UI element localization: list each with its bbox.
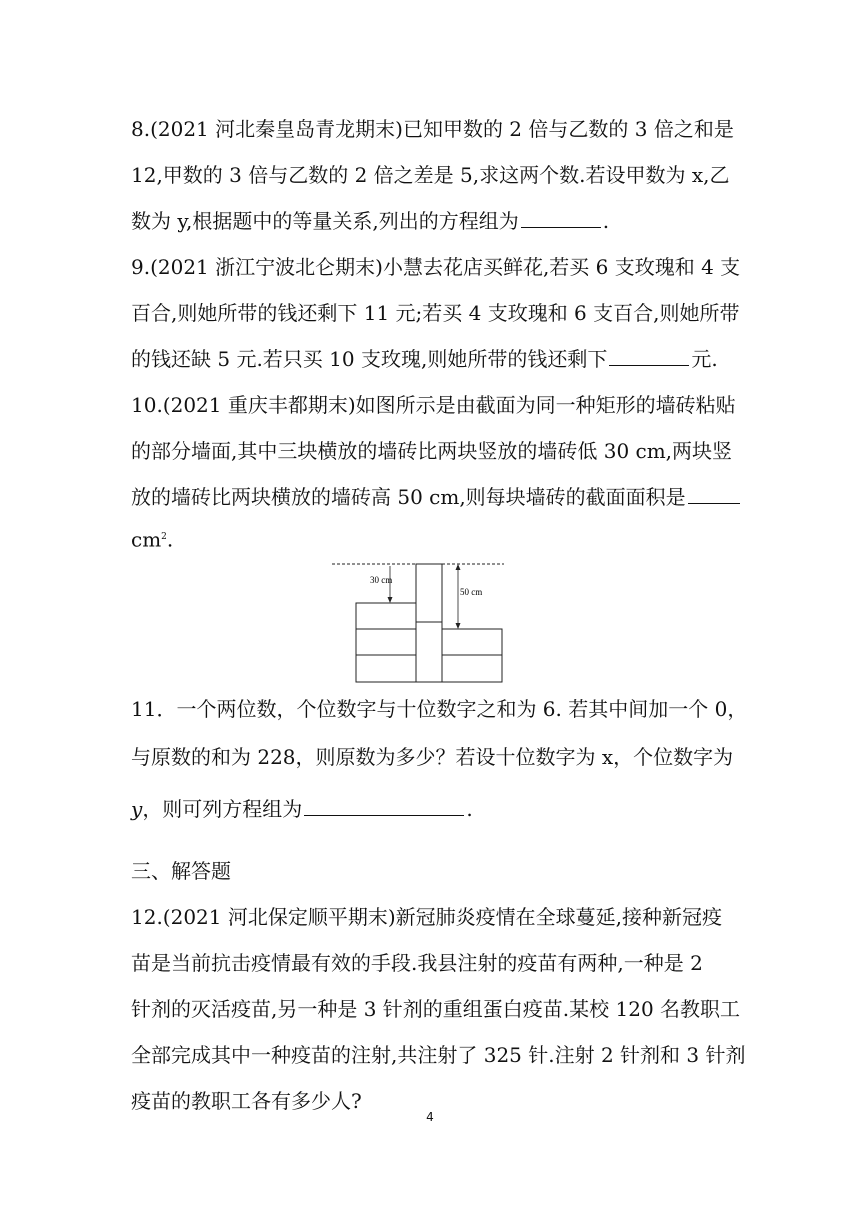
q10-line-4: [131, 524, 173, 553]
q8-answer-blank[interactable]: [521, 209, 601, 228]
q11-line-3: [131, 796, 473, 822]
q8-line-2: 12,甲数的 3 倍与乙数的 2 倍之差是 5,求这两个数.若设甲数为 x,乙: [131, 163, 730, 187]
vertical-tiles: [416, 564, 442, 682]
q8-line-3: [131, 208, 609, 234]
q10-line-2: 的部分墙面,其中三块横放的墙砖比两块竖放的墙砖低 30 cm,两块竖: [131, 439, 733, 463]
q10-line-3: [131, 484, 742, 510]
q8-line-3-text: 数为 y,根据题中的等量关系,列出的方程组为: [131, 209, 519, 233]
right-arrowhead-top: [456, 564, 461, 570]
q10-unit-exponent: 2: [161, 532, 167, 542]
q12-line-3: 针剂的灭活疫苗,另一种是 3 针剂的重组蛋白疫苗.某校 120 名教职工: [131, 997, 741, 1021]
q8-line-3-end: .: [602, 209, 610, 233]
q11-variable-y: y: [131, 797, 143, 821]
q11-line-2: 与原数的和为 228，则原数为多少？若设十位数字为 x，个位数字为: [131, 745, 734, 769]
q9-line-2: 百合,则她所带的钱还剩下 11 元;若买 4 支玫瑰和 6 支百合,则她所带: [131, 301, 740, 325]
left-arrowhead: [388, 597, 393, 603]
left-dimension-label: 30 cm: [370, 575, 393, 585]
q11-line-3-end: .: [466, 797, 473, 821]
q10-unit: cm: [131, 527, 162, 552]
q10-line-4-end: .: [166, 527, 174, 552]
wall-tiles-figure: [332, 556, 512, 686]
q11-line-3-text: ，则可列方程组为: [142, 797, 303, 821]
q9-line-3-text: 的钱还缺 5 元.若只买 10 支玫瑰,则她所带的钱还剩下: [131, 347, 608, 371]
section-title: 三、解答题: [131, 859, 231, 883]
q9-line-1: 9.(2021 浙江宁波北仑期末)小慧去花店买鲜花,若买 6 支玫瑰和 4 支: [131, 255, 741, 279]
q12-line-2: 苗是当前抗击疫情最有效的手段.我县注射的疫苗有两种,一种是 2: [131, 951, 703, 975]
q11-answer-blank[interactable]: [304, 797, 464, 816]
q9-answer-blank[interactable]: [609, 347, 689, 366]
q12-line-1: 12.(2021 河北保定顺平期末)新冠肺炎疫情在全球蔓延,接种新冠疫: [131, 905, 723, 929]
left-tile-stack: [356, 603, 416, 682]
q8-line-1: 8.(2021 河北秦皇岛青龙期末)已知甲数的 2 倍与乙数的 3 倍之和是: [131, 117, 734, 141]
q10-line-3-text: 放的墙砖比两块横放的墙砖高 50 cm,则每块墙砖的截面面积是: [131, 485, 686, 509]
page-number: 4: [426, 1110, 434, 1124]
right-arrowhead: [456, 623, 461, 629]
q11-line-1: 11．一个两位数，个位数字与十位数字之和为 6. 若其中间加一个 0，: [131, 697, 748, 721]
q10-line-1: 10.(2021 重庆丰都期末)如图所示是由截面为同一种矩形的墙砖粘贴: [131, 393, 736, 417]
right-dimension-label: 50 cm: [460, 587, 483, 597]
q12-line-4: 全部完成其中一种疫苗的注射,共注射了 325 针.注射 2 针剂和 3 针剂: [131, 1043, 746, 1067]
q10-answer-blank[interactable]: [688, 485, 740, 504]
q12-line-5: 疫苗的教职工各有多少人?: [131, 1089, 362, 1113]
q9-line-3: [131, 346, 718, 372]
q9-line-3-end: 元.: [691, 347, 718, 371]
